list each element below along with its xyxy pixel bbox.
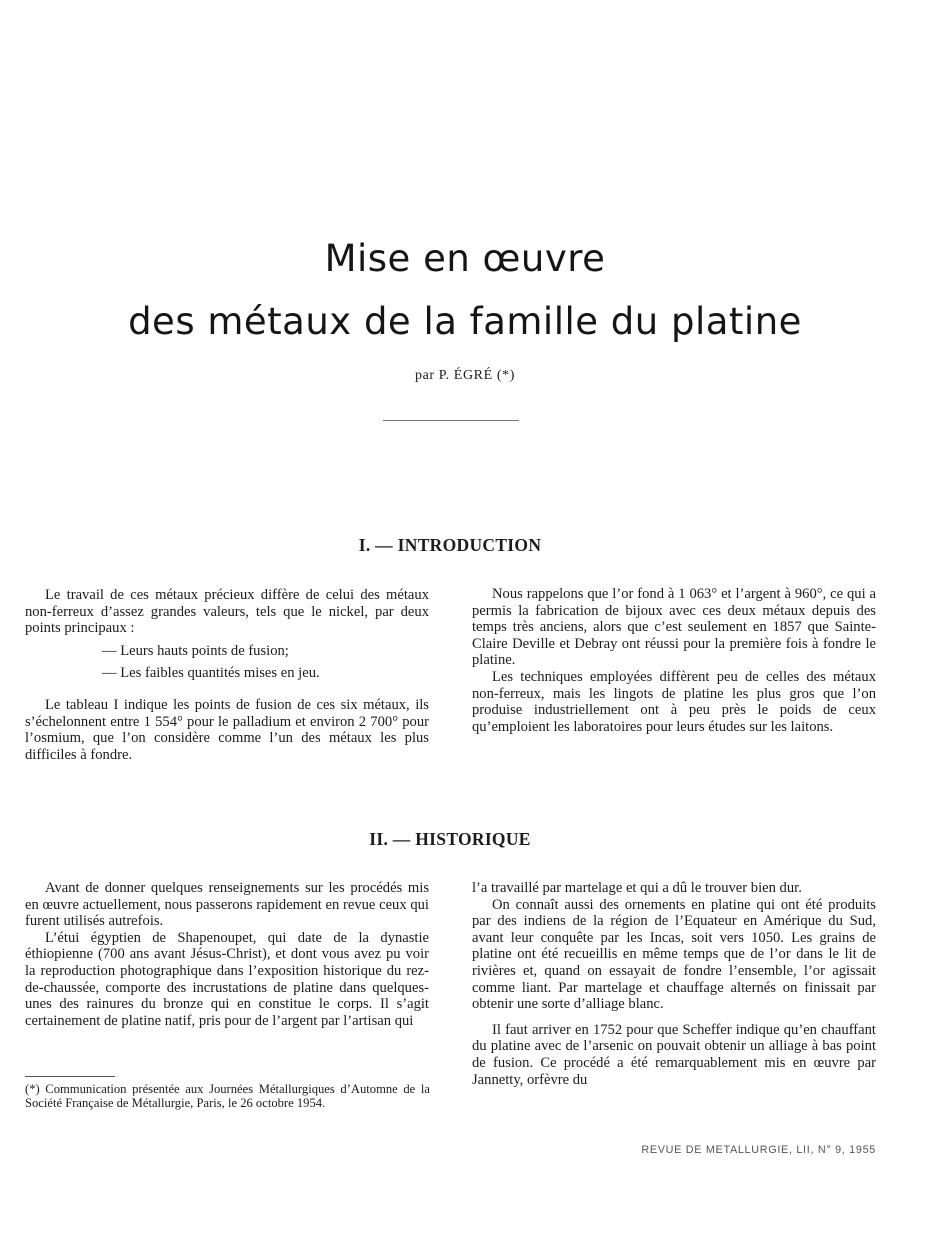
paragraph: Les techniques employées diffèrent peu de celles des métaux non-ferreux, mais les lingots de platine les plus gros que l’on produise industriellement ont à peu près le poids de ceux qu’emploient les laboratoires pour leurs études sur les laitons. xyxy=(472,668,876,735)
list-item: — Les faibles quantités mises en jeu. xyxy=(102,665,320,682)
author-byline: par P. ÉGRÉ (*) xyxy=(415,368,515,383)
paragraph: Le travail de ces métaux précieux diffère de celui des métaux non-ferreux d’assez grandes valeurs, tels que le nickel, par deux points principaux : xyxy=(25,587,429,637)
introduction-right-column xyxy=(472,586,876,735)
paragraph: Nous rappelons que l’or fond à 1 063° et l’argent à 960°, ce qui a permis la fabrication de bijoux avec ces deux métaux depuis des temps très anciens, alors que c’est seulement en 1857 que Sainte-Claire Deville et Debray ont réussi pour la première fois à fondre le platine. xyxy=(472,586,876,669)
paragraph: l’a travaillé par martelage et qui a dû le trouver bien dur. xyxy=(472,880,802,896)
footnote-divider xyxy=(25,1076,115,1077)
article-title-line-1: Mise en œuvre xyxy=(324,237,606,280)
article-title-line-2: des métaux de la famille du platine xyxy=(128,300,802,343)
paragraph: Avant de donner quelques renseignements sur les procédés mis en œuvre actuellement, nous passerons rapidement en revue ceux qui furent utilisés autrefois. xyxy=(25,880,429,930)
historique-right-column xyxy=(472,880,876,1088)
historique-left-column xyxy=(25,880,429,1029)
introduction-left-column xyxy=(25,587,429,763)
section-heading-introduction: I. — INTRODUCTION xyxy=(358,535,542,555)
footnote: (*) Communication présentée aux Journées Métallurgiques d’Automne de la Société Française de Métallurgie, Paris, le 26 octobre 1954. xyxy=(25,1082,430,1110)
list-item: — Leurs hauts points de fusion; xyxy=(102,642,289,659)
paragraph: On connaît aussi des ornements en platine qui ont été produits par des indiens de la région de l’Equateur en Amérique du Sud, avant leur conquête par les Incas, soit vers 1050. Les grains de platine ont été recueillis en même temps que de l’or dans le lit de rivières et, quand on essayait de fondre l’ensemble, l’or agissait comme liant. Par martelage et chauffage alternés on finissait par obtenir une sorte d’alliage blanc. xyxy=(472,896,876,1013)
paragraph: Le tableau I indique les points de fusion de ces six métaux, ils s’échelonnent entre 1 554° pour le palladium et environ 2 700° pour l’osmium, que l’on considère comme l’un des métaux les plus difficiles à fondre. xyxy=(25,696,429,763)
paragraph: Il faut arriver en 1752 pour que Scheffer indique qu’en chauffant du platine avec de l’arsenic on pouvait obtenir un alliage à bas point de fusion. Ce procédé a été remarquablement mis en œuvre par Jannetty, orfèvre du xyxy=(472,1021,876,1088)
journal-reference: REVUE DE METALLURGIE, LII, N° 9, 1955 xyxy=(641,1144,876,1156)
paragraph: L’étui égyptien de Shapenoupet, qui date de la dynastie éthiopienne (700 ans avant Jésus-Christ), et dont vous avez pu voir la reproduction photographique dans l’exposition historique du rez-de-chaussée, comporte des incrustations de platine dans quelques-unes des rainures du bronze qui en constitue le corps. Il s’agit certainement de platine natif, pris pour de l’argent par l’artisan qui xyxy=(25,929,429,1029)
title-divider xyxy=(383,420,519,421)
section-heading-historique: II. — HISTORIQUE xyxy=(369,829,531,849)
